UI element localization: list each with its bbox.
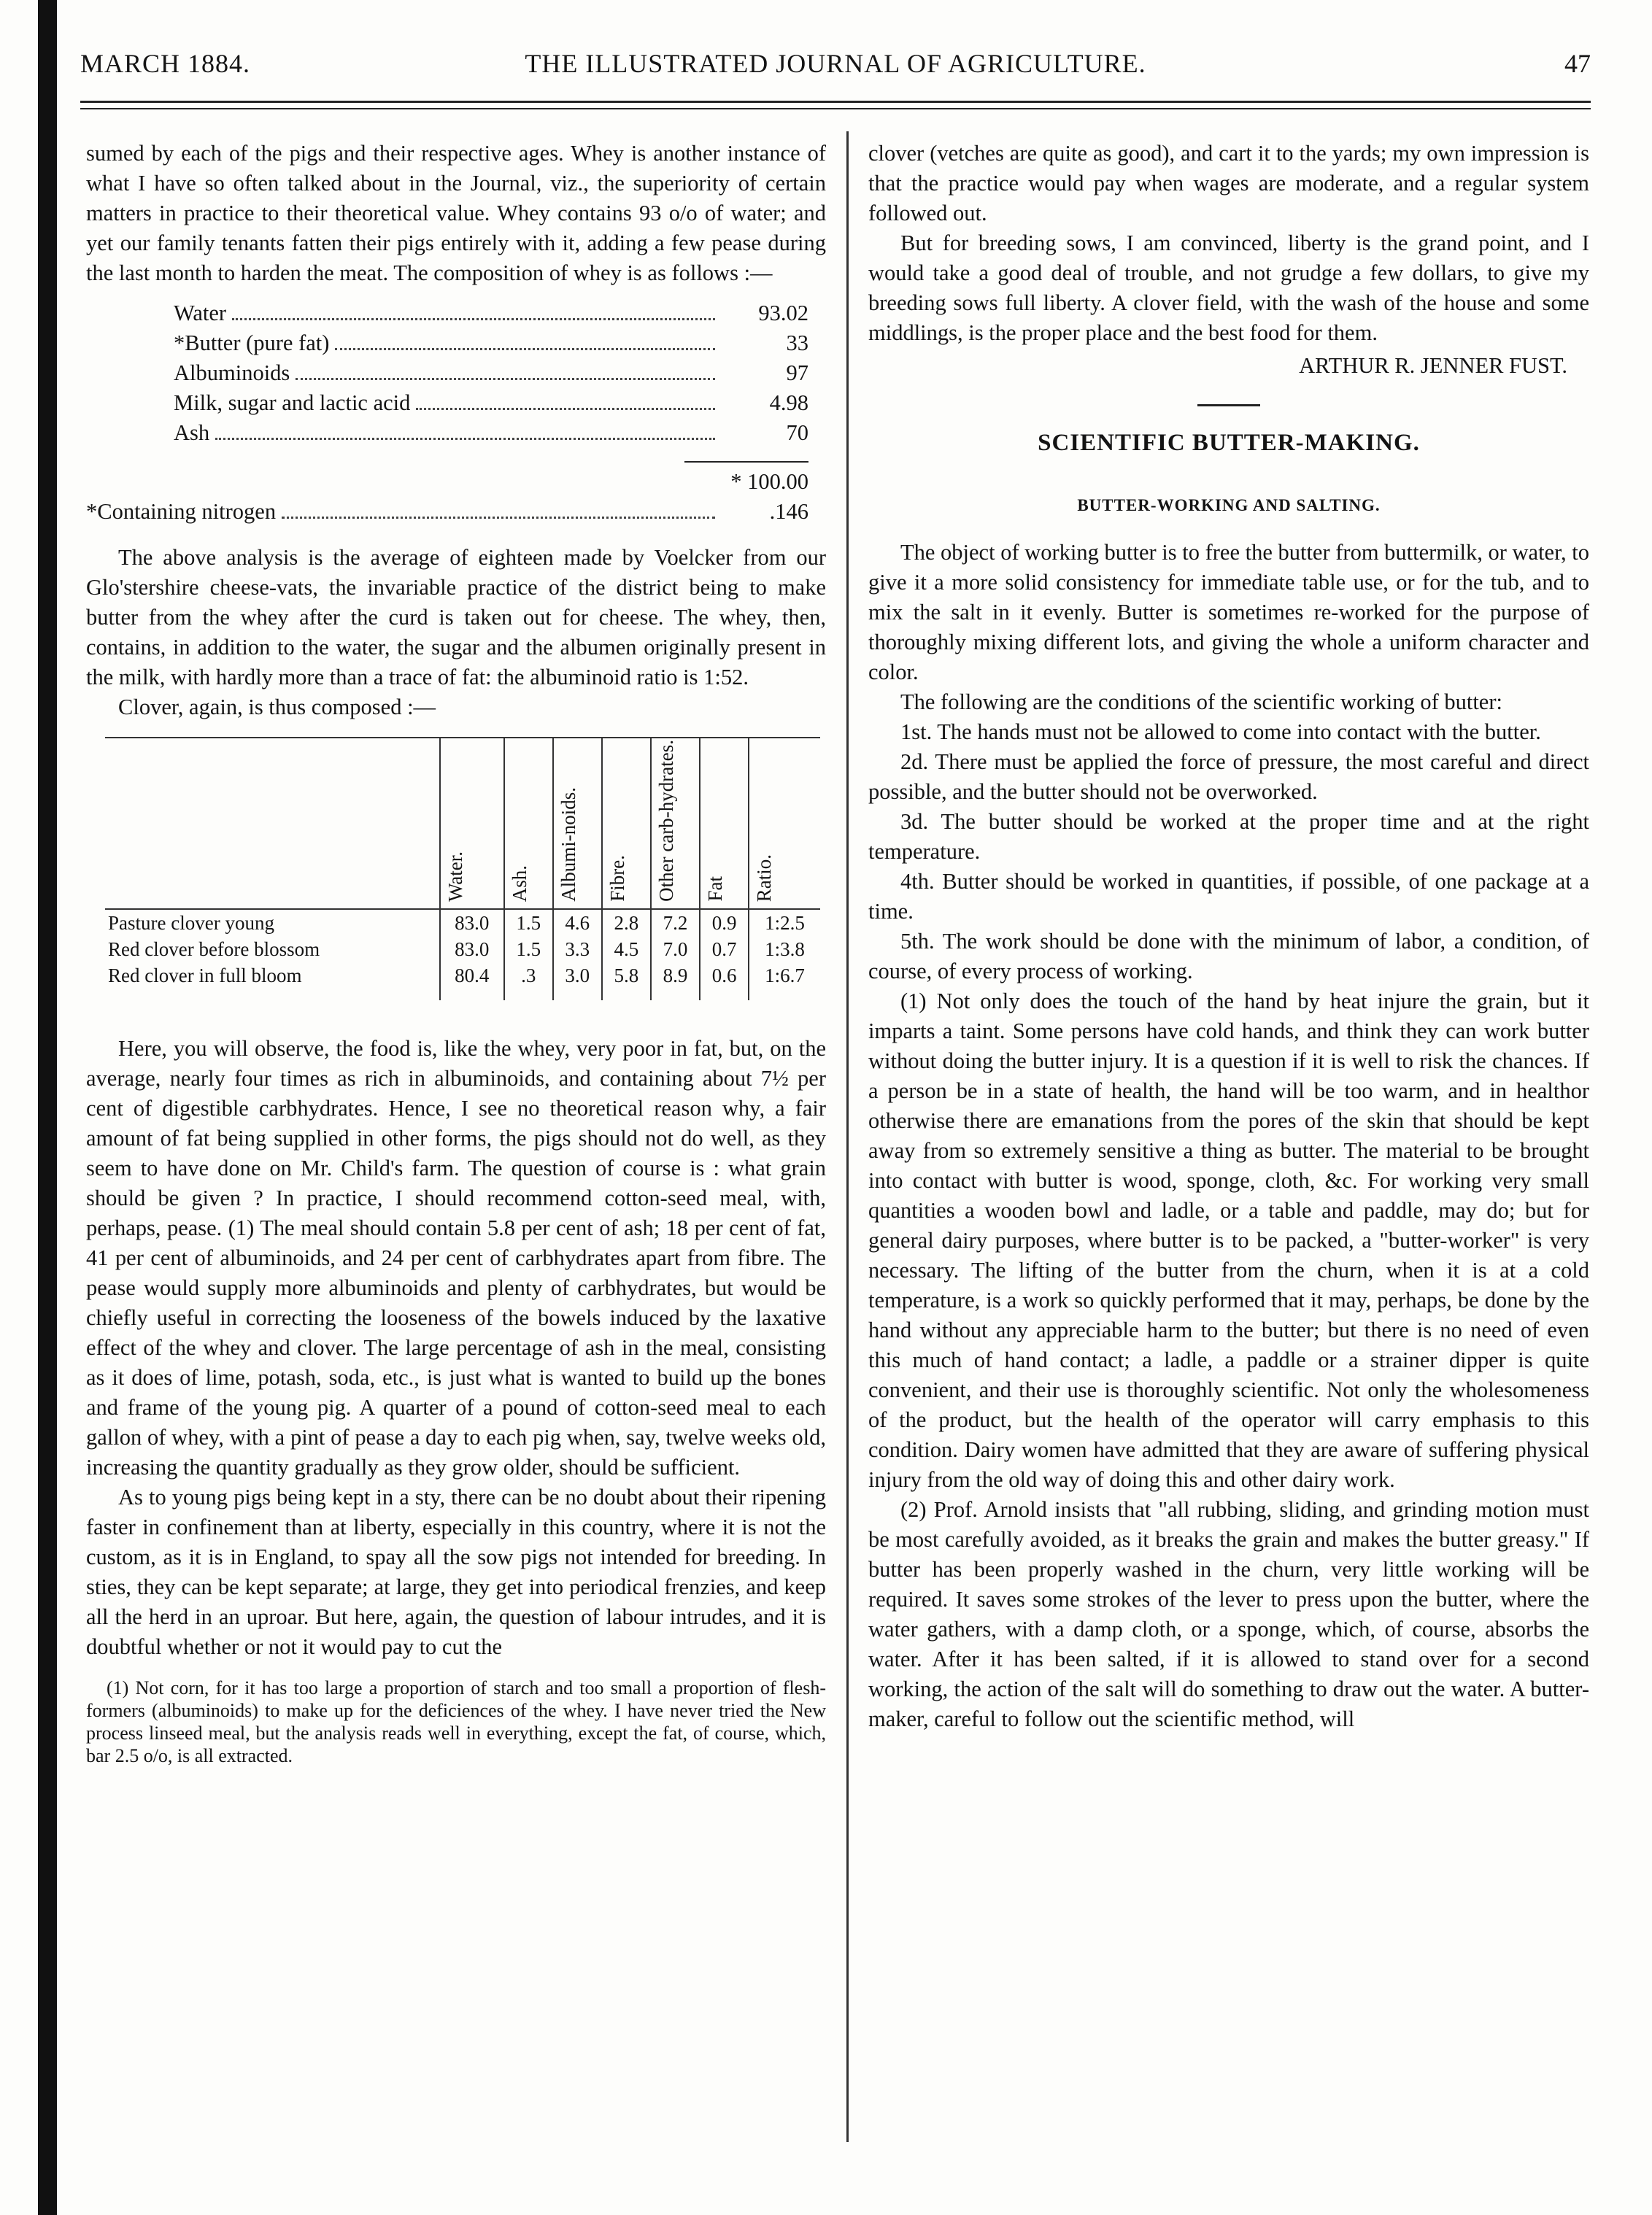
table-cell: 1:6.7	[749, 962, 820, 1000]
row-label: Pasture clover young	[108, 911, 274, 934]
dot-leader	[296, 378, 715, 380]
whey-composition-table	[174, 298, 808, 497]
row-label: Red clover in full bloom	[108, 964, 302, 986]
whey-row	[174, 298, 808, 328]
table-header-row	[105, 738, 820, 909]
whey-row-value: 4.98	[769, 390, 808, 415]
table-cell: 4.5	[602, 936, 651, 962]
sum-rule	[684, 461, 808, 463]
table-cell: 3.0	[553, 962, 602, 1000]
whey-row-label: Milk, sugar and lactic acid	[174, 390, 411, 415]
header-journal-title: THE ILLUSTRATED JOURNAL OF AGRICULTURE.	[525, 49, 1146, 78]
header-ash: Ash.	[508, 865, 530, 902]
whey-row-value: 33	[786, 330, 808, 355]
paragraph: Clover, again, is thus composed :—	[118, 695, 436, 719]
paragraph: The following are the conditions of the scientific working of butter:	[900, 689, 1502, 714]
paragraph: 1st. The hands must not be allowed to come into contact with the butter.	[900, 719, 1541, 744]
dot-leader	[335, 348, 715, 350]
paragraph: 3d. The butter should be worked at the proper time and at the right temperature.	[868, 809, 1589, 864]
whey-row-label: Ash	[174, 420, 210, 445]
whey-row	[174, 418, 808, 448]
paragraph: (2) Prof. Arnold insists that "all rubbing, sliding, and grinding motion must be most carefully avoided, as it breaks the grain and makes the butter greasy." If butter has been properly washed in the churn, very little working will be required. It saves some strokes of the lever to press upon the butter, where the water gathers, with a damp cloth, or a sponge, which, of course, absorbs the water. After it has been salted, if it is allowed to stand over for a second working, the action of the salt will do something to draw out the water. A butter-maker, careful to follow out the scientific method, will	[868, 1497, 1589, 1731]
table-cell: 1:2.5	[749, 909, 820, 936]
table-header-cell	[749, 738, 820, 909]
paragraph: clover (vetches are quite as good), and cart it to the yards; my own impression is that the practice would pay when wages are moderate, and a regular system followed out.	[868, 141, 1589, 225]
table-cell: 1.5	[504, 909, 553, 936]
table-cell: 5.8	[602, 962, 651, 1000]
table-cell: 0.9	[700, 909, 749, 936]
paragraph: 2d. There must be applied the force of pressure, the most careful and direct possible, and the butter should not be overworked.	[868, 749, 1589, 804]
nitrogen-label: *Containing nitrogen	[86, 499, 277, 524]
paragraph: The above analysis is the average of eighteen made by Voelcker from our Glo'stershire cheese-vats, the invariable practice of the district being to make butter from the whey after the curd is taken out for cheese. The whey, then, contains, in addition to the water, the sugar and the albumen originally present in the milk, with hardly more than a trace of fat: the albuminoid ratio is 1:52.	[86, 545, 826, 689]
paragraph: (1) Not only does the touch of the hand by heat injure the grain, but it imparts a taint. Some persons have cold hands, and think they can work butter without doing the butter injury. It is a question if it is well to risk the chances. If a person be in a state of health, the hand will be too warm, and in healthor otherwise there are emanations from the pores of the skin that should be kept away from so extremely sensitive a thing as butter. The material to be brought into contact with butter is wood, sponge, cloth, &c. For working very small quantities a wooden bowl and ladle, or a table and paddle, may do; but for general dairy purposes, where butter is to be packed, a "butter-worker" is very necessary. The lifting of the butter from the churn, when it is at a cold temperature, is a work so quickly performed that it may, perhaps, be done by the hand without any appreciable harm to the butter; but there is no need of even this much of hand contact; a ladle, a paddle or a strainer dipper is quite convenient, and their use is thoroughly scientific. Not only the wholesomeness of the product, but the health of the operator will carry emphasis to this condition. Dairy women have admitted that they are aware of suffering physical injury from the old way of doing this and other dairy work.	[868, 989, 1589, 1492]
right-column	[868, 139, 1589, 1734]
header-fat: Fat	[704, 876, 727, 902]
header-fibre: Fibre.	[606, 855, 628, 902]
table-cell: 1:3.8	[749, 936, 820, 962]
whey-row	[174, 358, 808, 388]
article-subtitle: BUTTER-WORKING AND SALTING.	[1077, 496, 1381, 514]
dot-leader	[215, 438, 715, 440]
table-cell: 7.0	[651, 936, 700, 962]
whey-row-label: *Butter (pure fat)	[174, 330, 330, 355]
table-cell: 7.2	[651, 909, 700, 936]
table-header-cell	[651, 738, 700, 909]
header-albuminoids: Albumi-noids.	[557, 787, 579, 902]
whey-row-label: Albuminoids	[174, 360, 290, 385]
author-signature: ARTHUR R. JENNER FUST.	[1299, 353, 1567, 378]
table-cell: .3	[504, 962, 553, 1000]
paragraph: 5th. The work should be done with the minimum of labor, a condition, of course, of every process of working.	[868, 929, 1589, 983]
table-cell: 83.0	[440, 936, 504, 962]
table-cell: 8.9	[651, 962, 700, 1000]
whey-row-value: 97	[786, 360, 808, 385]
table-row	[105, 936, 820, 962]
table-cell: 0.7	[700, 936, 749, 962]
table-header-cell	[553, 738, 602, 909]
table-header-cell	[602, 738, 651, 909]
dot-leader	[416, 408, 715, 410]
header-water: Water.	[444, 851, 466, 902]
column-divider	[846, 131, 849, 2142]
table-cell: 3.3	[553, 936, 602, 962]
table-row	[105, 962, 820, 1000]
table-header-cell	[440, 738, 504, 909]
paragraph: 4th. Butter should be worked in quantities, if possible, of one package at a time.	[868, 869, 1589, 924]
paragraph: sumed by each of the pigs and their respective ages. Whey is another instance of what I have so often talked about in the Journal, viz., the superiority of certain matters in practice to their theoretical value. Whey contains 93 o/o of water; and yet our family tenants fatten their pigs entirely with it, adding a few pease during the last month to harden the meat. The composition of whey is as follows :—	[86, 141, 826, 285]
table-header-blank	[105, 738, 440, 909]
whey-row	[174, 328, 808, 358]
table-cell: 80.4	[440, 962, 504, 1000]
whey-row-value: 93.02	[758, 301, 808, 325]
paragraph: The object of working butter is to free the butter from buttermilk, or water, to give it a more solid consistency for immediate table use, or for the tub, and to mix the salt in it evenly. Butter is sometimes re-worked for the purpose of thoroughly mixing different lots, and giving the whole a uniform character and color.	[868, 540, 1589, 684]
table-cell: 0.6	[700, 962, 749, 1000]
header-ratio: Ratio.	[753, 854, 776, 902]
section-rule	[1197, 404, 1260, 406]
whey-row-label: Water	[174, 301, 227, 325]
paragraph: Here, you will observe, the food is, like the whey, very poor in fat, but, on the average, nearly four times as rich in albuminoids, and containing about 7½ per cent of digestible carbhydrates. Hence, I see no theoretical reason why, a fair amount of fat being supplied in other forms, the pigs should not do well, as they seem to have done on Mr. Child's farm. The question of course is : what grain should be given ? In practice, I should recommend cotton-seed meal, with, perhaps, pease. (1) The meal should contain 5.8 per cent of ash; 18 per cent of fat, 41 per cent of albuminoids, and 24 per cent of carbhydrates apart from fibre. The pease would supply more albuminoids and plenty of carbhydrates, but would be chiefly useful in correcting the looseness of the bowels induced by the laxative effect of the whey and clover. The large percentage of ash in the meal, consisting as it does of lime, potash, soda, etc., is just what is wanted to build up the bones and frame of the young pig. A quarter of a pound of cotton-seed meal to each gallon of whey, with a pint of pease a day to each pig when, say, twelve weeks old, increasing the quantity gradually as they grow older, should be sufficient.	[86, 1035, 826, 1480]
nitrogen-row	[86, 497, 808, 527]
whey-row	[174, 388, 808, 418]
footnote	[86, 1677, 826, 1767]
whey-total: * 100.00	[730, 469, 808, 494]
table-cell: 4.6	[553, 909, 602, 936]
article-title: SCIENTIFIC BUTTER-MAKING.	[1038, 430, 1420, 456]
header-rule-second	[80, 108, 1591, 109]
paragraph: As to young pigs being kept in a sty, there can be no doubt about their ripening faster in confinement than at liberty, especially in this country, where it is not the custom, as it is in England, to spay all the sow pigs not intended for breeding. In sties, they can be kept separate; at large, they get into periodical frenzies, and keep all the herd in an uproar. But here, again, the question of labour intrudes, and it is doubtful whether or not it would pay to cut the	[86, 1484, 826, 1659]
table-cell: 83.0	[440, 909, 504, 936]
header-rule	[80, 101, 1591, 103]
left-column	[86, 139, 826, 1767]
page-edge-shadow	[38, 0, 57, 2215]
row-label: Red clover before blossom	[108, 938, 320, 960]
header-carbhydrates: Other carb-hydrates.	[655, 740, 677, 902]
paragraph: But for breeding sows, I am convinced, liberty is the grand point, and I would take a good deal of trouble, and not grudge a few dollars, to give my breeding sows full liberty. A clover field, with the wash of the house and some middlings, is the proper place and the best food for them.	[868, 231, 1589, 345]
table-cell: 1.5	[504, 936, 553, 962]
footnote-text: (1) Not corn, for it has too large a proportion of starch and too small a proportion of flesh-formers (albuminoids) to make up for the deficiences of the whey. I have never tried the New process linseed meal, but the analysis reads well in everything, except the fat, of course, which, bar 2.5 o/o, is all extracted.	[86, 1677, 826, 1766]
header-date: MARCH 1884.	[80, 49, 251, 78]
whey-total-row	[174, 467, 808, 497]
clover-composition-table	[105, 737, 820, 1000]
dot-leader	[282, 517, 715, 519]
table-header-cell	[700, 738, 749, 909]
table-header-cell	[504, 738, 553, 909]
nitrogen-value: .146	[769, 499, 808, 524]
table-cell: 2.8	[602, 909, 651, 936]
whey-row-value: 70	[786, 420, 808, 445]
dot-leader	[232, 318, 715, 320]
table-row	[105, 909, 820, 936]
running-header	[80, 48, 1591, 86]
header-page-number: 47	[1564, 49, 1591, 78]
